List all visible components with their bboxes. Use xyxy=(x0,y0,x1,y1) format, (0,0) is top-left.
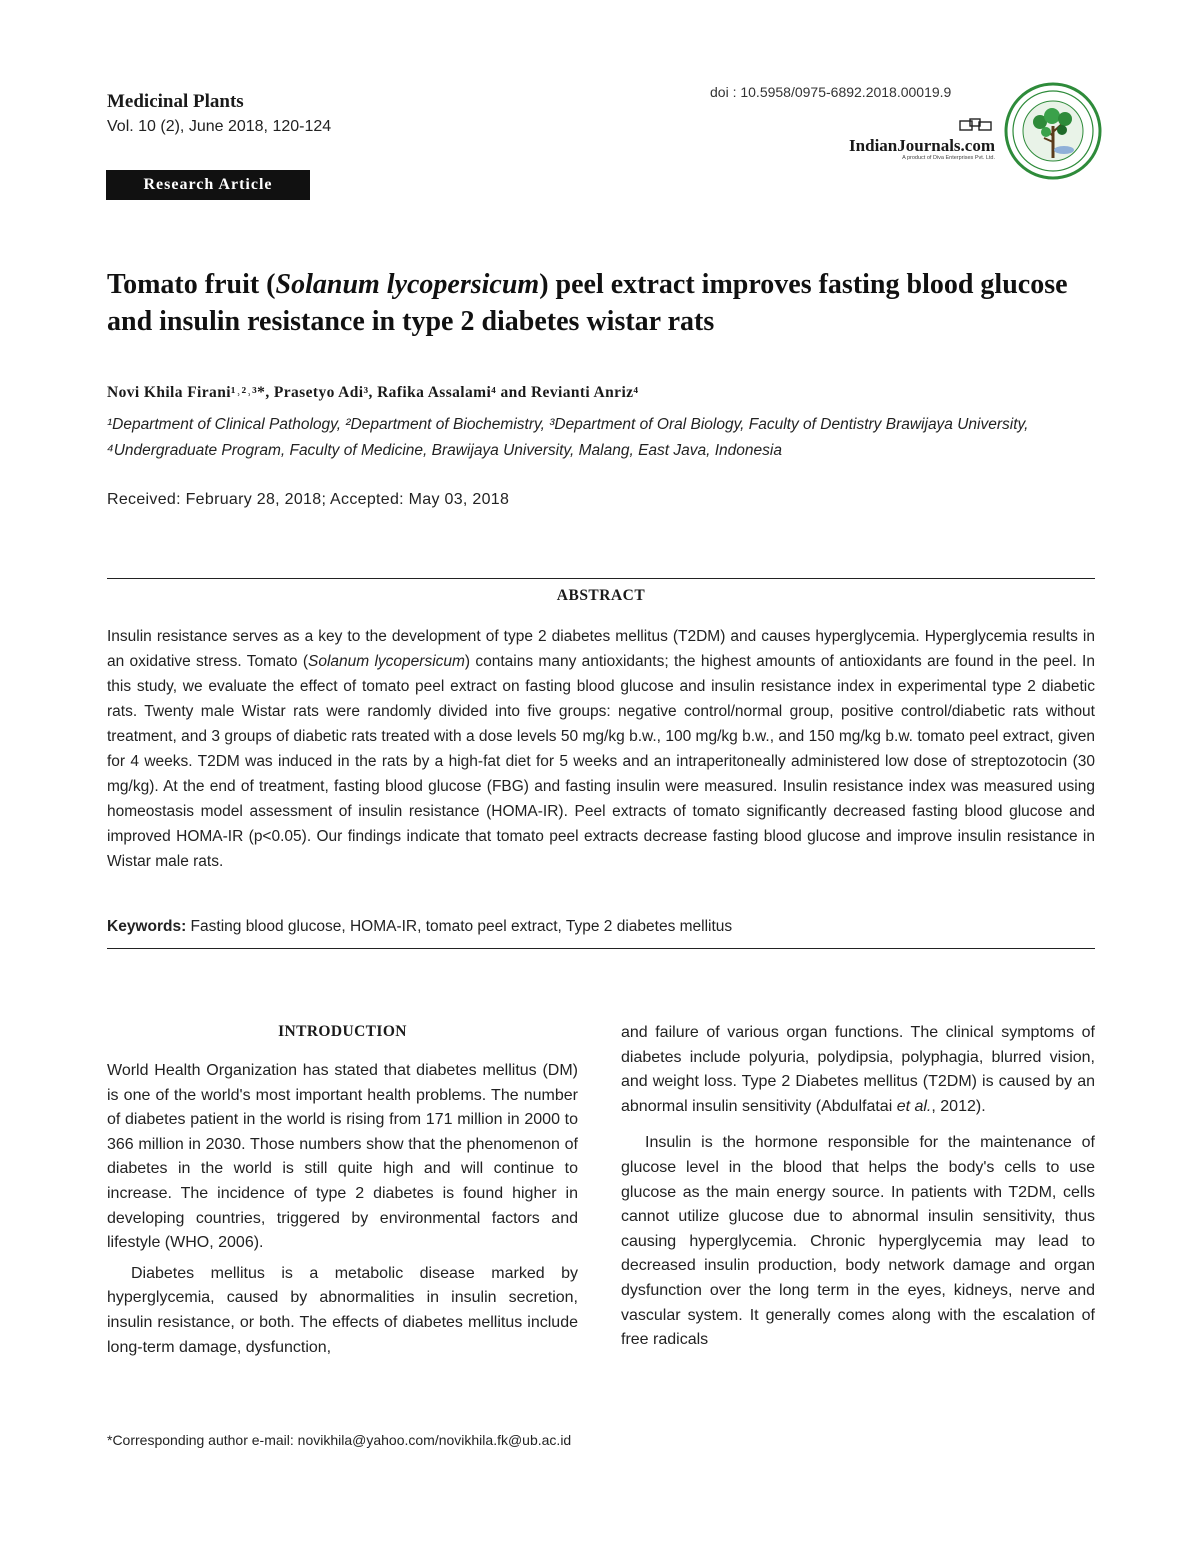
publisher-icon xyxy=(959,118,995,137)
author-list: Novi Khila Firani¹˒²˒³*, Prasetyo Adi³, Rafika Assalami⁴ and Revianti Anriz⁴ xyxy=(107,384,639,401)
publisher-logo[interactable] xyxy=(845,118,995,162)
intro-paragraph-3 xyxy=(621,1021,1095,1119)
affiliations: ¹Department of Clinical Pathology, ²Department of Biochemistry, ³Department of Oral Biology, Faculty of Dentistry Brawijaya University, ⁴Undergraduate Program, Faculty of Medicine, Brawijaya University, Malang, East Java, Indonesia xyxy=(107,416,1029,459)
intro-paragraph-1: World Health Organization has stated that diabetes mellitus (DM) is one of the world's most important health problems. The number of diabetes patient in the world is rising from 171 million in 2000 to 366 million in 2030. Those numbers show that the phenomenon of diabetes in the world is still quite high and will continue to increase. The incidence of type 2 diabetes is found higher in developing countries, triggered by environmental factors and lifestyle (WHO, 2006). xyxy=(107,1062,578,1252)
publisher-tagline: A product of Diva Enterprises Pvt. Ltd. xyxy=(902,155,995,161)
journal-seal-logo xyxy=(1004,82,1102,180)
publisher-name-part-a: Indian xyxy=(849,136,898,155)
received-accepted-dates: Received: February 28, 2018; Accepted: May 03, 2018 xyxy=(107,491,510,508)
abstract-text-italic: Solanum lycopersicum xyxy=(308,653,465,670)
intro-paragraph-2: Diabetes mellitus is a metabolic disease marked by hyperglycemia, caused by abnormalities in insulin secretion, insulin resistance, or both. The effects of diabetes mellitus include long-term damage, dysfunction, xyxy=(107,1264,578,1356)
abstract-heading: ABSTRACT xyxy=(556,587,646,604)
intro-paragraph-4: Insulin is the hormone responsible for the maintenance of glucose level in the blood that helps the body's cells to use glucose as the main energy source. In patients with T2DM, cells cannot utilize glucose due to abnormal insulin sensitivity, thus causing hyperglycemia. Chronic hyperglycemia may lead to decreased insulin production, body network damage and organ dysfunction over the long term in the eyes, kidneys, nerve and vascular system. It generally comes along with the escalation of free radicals xyxy=(621,1134,1095,1349)
journal-name: Medicinal Plants xyxy=(107,91,244,112)
keywords-label: Keywords: xyxy=(107,918,187,935)
abstract-top-rule xyxy=(107,578,1095,579)
keywords-line xyxy=(107,918,1095,936)
abstract-text-part-a: Insulin resistance serves as a key to the development of type 2 diabetes mellitus (T2DM) and causes hyperglycemia. Hyperglycemia results in an oxidative stress. Tomato ( xyxy=(107,628,1095,670)
article-type-badge: Research Article xyxy=(106,170,310,200)
intro-paragraph-3-italic: et al. xyxy=(896,1097,932,1115)
journal-volume: Vol. 10 (2), June 2018, 120-124 xyxy=(107,118,332,135)
right-column xyxy=(621,1021,1095,1353)
intro-paragraph-3-part-b: , 2012). xyxy=(931,1097,986,1115)
abstract-body xyxy=(107,624,1095,874)
article-title-part-b: ) peel extract improves fasting blood glucose and insulin resistance in type 2 diabetes wistar rats xyxy=(107,269,1068,337)
intro-paragraph-3-part-a: and failure of various organ functions. The clinical symptoms of diabetes include polyuria, polydipsia, polyphagia, blurred vision, and weight loss. Type 2 Diabetes mellitus (T2DM) is caused by an abnormal insulin sensitivity (Abdulfatai xyxy=(621,1024,1095,1115)
introduction-heading: INTRODUCTION xyxy=(278,1023,407,1040)
doi-link[interactable]: doi : 10.5958/0975-6892.2018.00019.9 xyxy=(710,84,952,100)
left-column xyxy=(107,1059,578,1360)
article-title-part-a: Tomato fruit ( xyxy=(107,269,276,300)
article-title-italic: Solanum lycopersicum xyxy=(275,269,540,300)
abstract-bottom-rule xyxy=(107,948,1095,949)
publisher-name-part-b: Journals.com xyxy=(897,136,995,155)
article-title xyxy=(107,266,1097,340)
publisher-name xyxy=(845,137,995,155)
keywords-list: Fasting blood glucose, HOMA-IR, tomato peel extract, Type 2 diabetes mellitus xyxy=(186,918,733,935)
corresponding-author-footnote: *Corresponding author e-mail: novikhila@yahoo.com/novikhila.fk@ub.ac.id xyxy=(107,1432,572,1448)
abstract-text-part-b: ) contains many antioxidants; the highest amounts of antioxidants are found in the peel. In this study, we evaluate the effect of tomato peel extract on fasting blood glucose and insulin resistance index in experimental type 2 diabetic rats. Twenty male Wistar rats were randomly divided into five groups: negative control/normal group, positive control/diabetic rats without treatment, and 3 groups of diabetic rats treated with a dose levels 50 mg/kg b.w., 100 mg/kg b.w., and 150 mg/kg b.w. tomato peel extract, given for 4 weeks. T2DM was induced in the rats by a high-fat diet for 5 weeks and an intraperitoneally administered low dose of streptozotocin (30 mg/kg). At the end of treatment, fasting blood glucose (FBG) and fasting insulin were measured. Insulin resistance index was measured using homeostasis model assessment of insulin resistance (HOMA-IR). Peel extracts of tomato significantly decreased fasting blood glucose and improved HOMA-IR (p<0.05). Our findings indicate that tomato peel extracts decrease fasting blood glucose and improve insulin resistance in Wistar male rats. xyxy=(107,653,1095,870)
